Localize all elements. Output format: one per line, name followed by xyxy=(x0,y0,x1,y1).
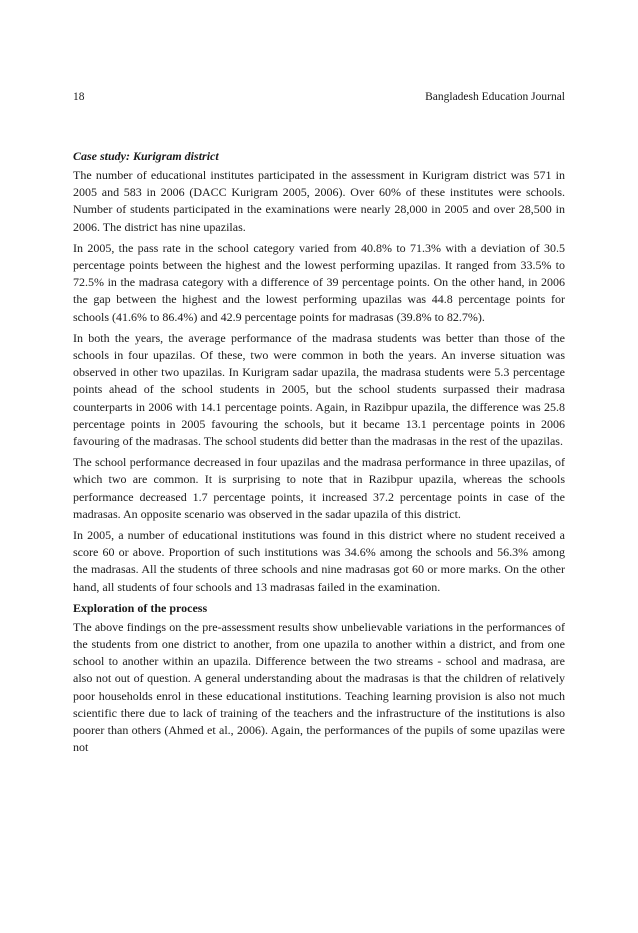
paragraph: In 2005, a number of educational institutions was found in this district where no student received a score 60 or above. Proportion of such institutions was 34.6% among the schools and 56.3% among the madrasas. All the students of three schools and nine madrasas got 60 or more marks. On the other hand, all students of four schools and 13 madrasas failed in the examination. xyxy=(73,528,565,594)
running-header xyxy=(73,90,565,104)
paragraph: In both the years, the average performance of the madrasa students was better than those of the schools in four upazilas. Of these, two were common in both the years. An inverse situation was observed in other two upazilas. In Kurigram sadar upazila, the madrasa students were 5.3 percentage points ahead of the school students in 2005, but the school students surpassed their madrasa counterparts in 2006 with 14.1 percentage points. Again, in Razibpur upazila, the difference was 25.8 percentage points in 2005 favouring the schools, but it became 13.1 percentage points in 2006 favouring of the madrasas. The school students did better than the madrasas in the rest of the upazilas. xyxy=(73,330,565,449)
journal-title: Bangladesh Education Journal xyxy=(425,91,565,103)
paragraph: The school performance decreased in four upazilas and the madrasa performance in three upazilas, of which two are common. It is surprising to note that in Razibpur upazila, whereas the schools performance decreased 1.7 percentage points, it increased 37.2 percentage points in case of the madrasas. An opposite scenario was observed in the sadar upazila of this district. xyxy=(73,455,565,521)
section-heading-case-study: Case study: Kurigram district xyxy=(73,149,219,163)
paragraph: The number of educational institutes participated in the assessment in Kurigram district was 571 in 2005 and 583 in 2006 (DACC Kurigram 2005, 2006). Over 60% of these institutes were schools. Number of students participated in the examinations were nearly 28,000 in 2005 and over 28,500 in 2006. The district has nine upazilas. xyxy=(73,168,565,234)
section-heading-exploration: Exploration of the process xyxy=(73,600,208,615)
page-number: 18 xyxy=(73,91,85,103)
paragraph: In 2005, the pass rate in the school category varied from 40.8% to 71.3% with a deviation of 30.5 percentage points between the highest and the lowest performing upazilas. It ranged from 33.5% to 72.5% in the madrasa category with a difference of 39 percentage points. On the other hand, in 2006 the gap between the highest and the lowest performing upazilas was 44.8 percentage points for schools (41.6% to 86.4%) and 42.9 percentage points for madrasas (39.8% to 82.7%). xyxy=(73,240,565,324)
paragraph: The above findings on the pre-assessment results show unbelievable variations in the performances of the students from one district to another, from one upazila to another within a district, and from one school to another within an upazila. Difference between the two streams - school and madrasa, are also not out of question. A general understanding about the madrasas is that the children of relatively poor households enrol in these educational institutions. Teaching learning provision is also not much scientific there due to lack of training of the teachers and the infrastructure of the institutions is also poorer than others (Ahmed et al., 2006). Again, the performances of the pupils of some upazilas were not xyxy=(73,619,565,755)
document-page xyxy=(73,90,565,761)
